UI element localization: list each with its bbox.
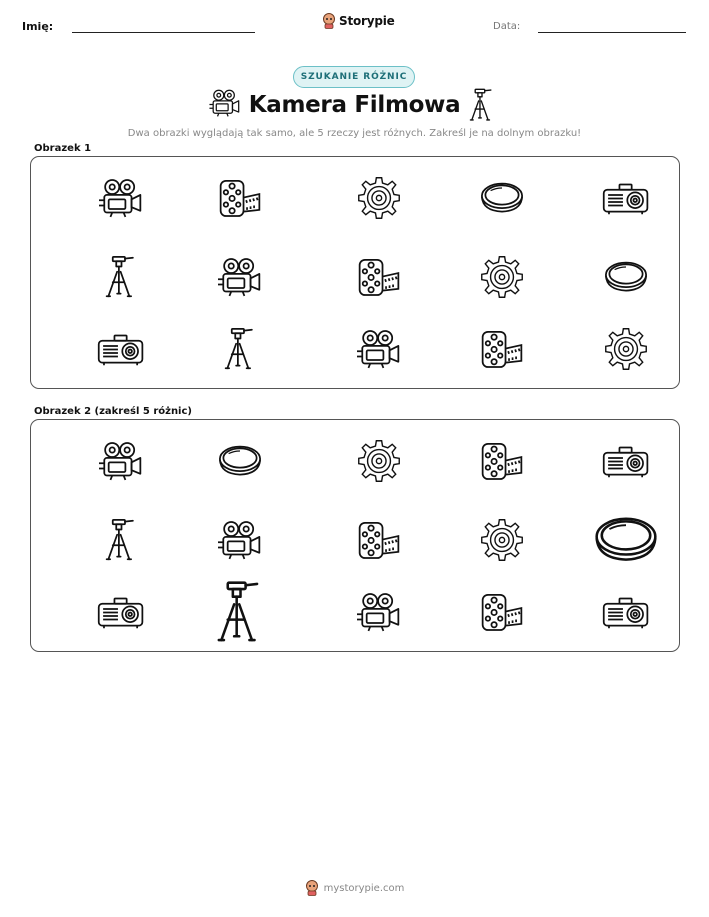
date-label: Data:	[493, 21, 521, 32]
lens-icon	[480, 181, 524, 216]
film-camera-icon[interactable]	[218, 520, 262, 560]
lens-icon[interactable]	[594, 515, 658, 566]
projector-icon[interactable]	[97, 595, 145, 630]
picture2-panel[interactable]	[30, 419, 680, 652]
brand-name: Storypie	[339, 14, 395, 28]
brand-logo	[322, 13, 395, 29]
name-line[interactable]	[72, 32, 255, 33]
film-reel-icon	[218, 178, 262, 218]
tripod-icon[interactable]	[215, 580, 266, 644]
tripod-icon	[468, 88, 496, 126]
picture2-label: Obrazek 2 (zakreśl 5 różnic)	[34, 406, 192, 417]
film-reel-icon[interactable]	[480, 441, 524, 481]
film-reel-icon	[480, 329, 524, 369]
picture1-label: Obrazek 1	[34, 143, 92, 154]
gear-icon	[357, 176, 401, 220]
film-reel-icon	[357, 257, 401, 297]
picture1-panel	[30, 156, 680, 389]
projector-icon	[602, 181, 650, 216]
gear-icon	[480, 255, 524, 299]
date-line[interactable]	[538, 32, 686, 33]
film-reel-icon[interactable]	[480, 592, 524, 632]
lens-icon[interactable]	[218, 444, 262, 479]
tripod-icon[interactable]	[104, 518, 139, 562]
film-camera-icon	[99, 178, 143, 218]
projector-icon[interactable]	[602, 444, 650, 479]
instructions: Dwa obrazki wyglądają tak samo, ale 5 rzeczy jest różnych. Zakreśl je na dolnym obrazku!	[127, 128, 582, 139]
storypie-mascot-icon	[305, 880, 319, 896]
activity-badge: SZUKANIE RÓŻNIC	[293, 66, 415, 88]
projector-icon	[97, 332, 145, 367]
film-reel-icon[interactable]	[357, 520, 401, 560]
projector-icon[interactable]	[602, 595, 650, 630]
footer	[0, 880, 709, 896]
tripod-icon	[104, 255, 139, 299]
gear-icon[interactable]	[357, 439, 401, 483]
footer-url: mystorypie.com	[323, 882, 405, 894]
name-label: Imię:	[22, 20, 54, 33]
film-camera-icon	[357, 329, 401, 369]
tripod-icon	[223, 327, 258, 371]
page-title: Kamera Filmowa	[248, 92, 461, 118]
gear-icon[interactable]	[480, 518, 524, 562]
film-camera-icon	[218, 257, 262, 297]
gear-icon	[604, 327, 648, 371]
film-camera-icon[interactable]	[357, 592, 401, 632]
lens-icon	[604, 260, 648, 295]
film-camera-icon[interactable]	[99, 441, 143, 481]
storypie-mascot-icon	[322, 13, 336, 29]
